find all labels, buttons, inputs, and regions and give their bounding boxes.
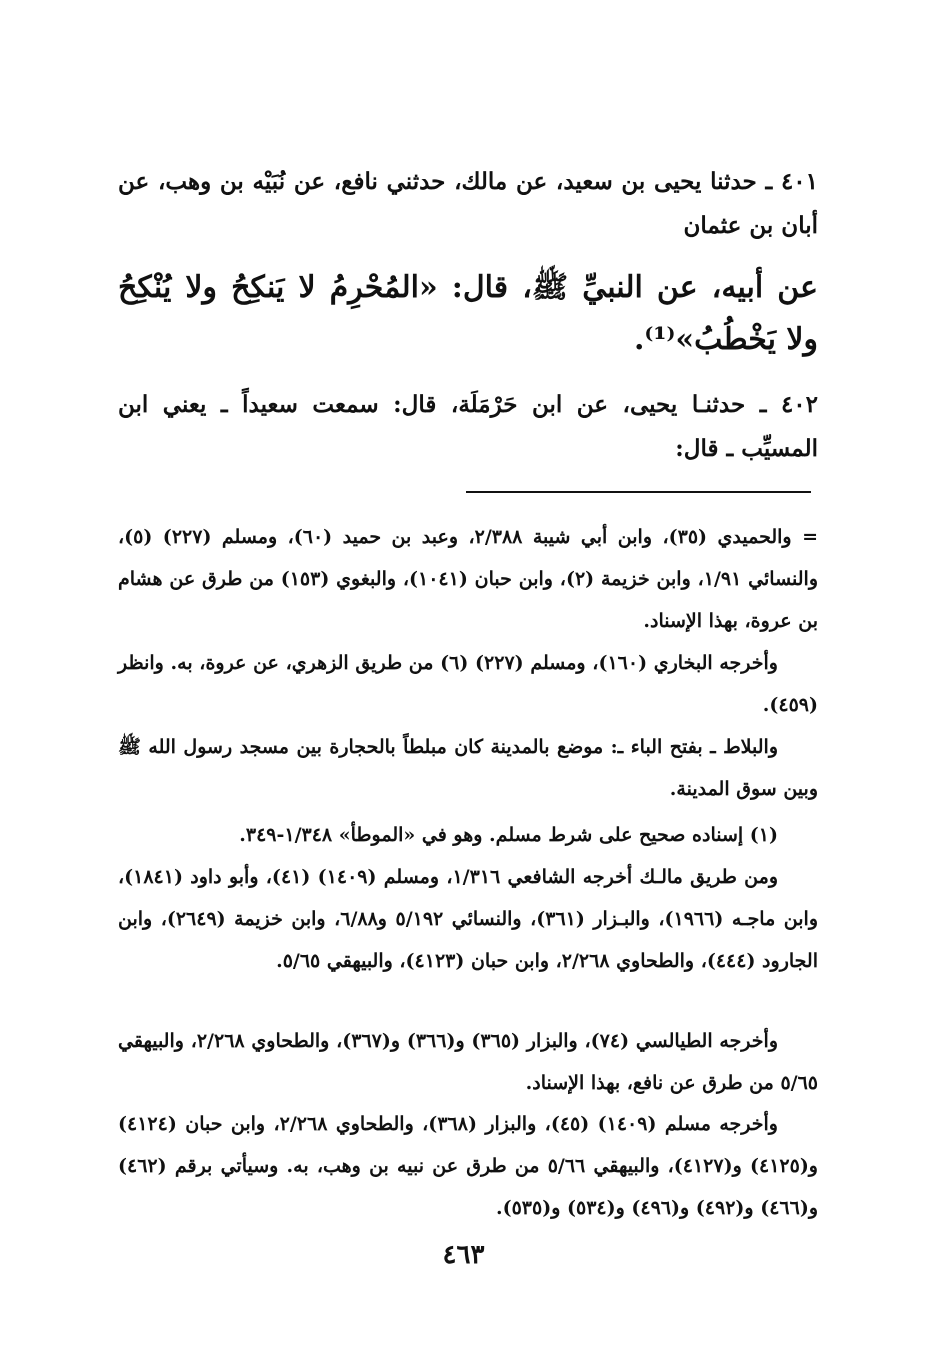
footnote-separator bbox=[466, 491, 811, 493]
hadith-401-isnad: ٤٠١ ـ حدثنا يحيى بن سعيد، عن مالك، حدثني نافع، عن نُبَيْه بن وهب، عن أبان بن عثمان bbox=[118, 168, 818, 239]
page-number: ٤٦٣ bbox=[442, 1240, 485, 1270]
footnote-1-paragraph: وأخرجه الطيالسي (٧٤)، والبزار (٣٦٥) و(٣٦٦) و(٣٦٧)، والطحاوي ٢/٢٦٨، والبيهقي ٥/٦٥ من طرق عن نافع، بهذا الإسناد. bbox=[118, 1030, 818, 1094]
footnote-1-paragraph: ومن طريق مالـك أخرجه الشافعي ١/٣١٦، ومسلم (١٤٠٩) (٤١)، وأبو داود (١٨٤١)، وابن ماجـه (١٩٦٦)، والبـزار (٣٦١)، والنسائي ٥/١٩٢ و٦/٨٨، وابن خزيمة (٢٦٤٩)، وابن الجارود (٤٤٤)، والطحاوي ٢/٢٦٨، وابن حبان (٤١٢٣)، والبيهقي ٥/٦٥. bbox=[118, 866, 818, 972]
footnote-1-paragraph: وأخرجه مسلم (١٤٠٩) (٤٥)، والبزار (٣٦٨)، والطحاوي ٢/٢٦٨، وابن حبان (٤١٢٤) و(٤١٢٥) و(٤١٢٧)، والبيهقي ٥/٦٦ من طرق عن نبيه بن وهب، به. وسيأتي برقم (٤٦٢) و(٤٦٦) و(٤٩٢) و(٤٩٦) و(٥٣٤) و(٥٣٥). bbox=[118, 1113, 818, 1219]
footnote-continuation-paragraph: وأخرجه البخاري (١٦٠)، ومسلم (٢٢٧) (٦) من طريق الزهري، عن عروة، به. وانظر (٤٥٩). bbox=[118, 652, 818, 716]
footnote-continuation-paragraph: والبلاط ـ بفتح الباء ـ: موضع بالمدينة كان مبلطاً بالحجارة بين مسجد رسول الله ﷺ وبين سوق المدينة. bbox=[118, 736, 818, 800]
hadith-401-matn: عن أبيه، عن النبيِّ ﷺ، قال: «المُحْرِمُ لا يَنكِحُ ولا يُنْكِحُ ولا يَخْطُبُ»⁽¹⁾. bbox=[118, 270, 818, 357]
footnote-1-paragraph: (١) إسناده صحيح على شرط مسلم. وهو في «الموطأ» ١/٣٤٨-٣٤٩. bbox=[239, 824, 778, 846]
footnote-continuation-paragraph: = والحميدي (٣٥)، وابن أبي شيبة ٢/٣٨٨، وعبد بن حميد (٦٠)، ومسلم (٢٢٧) (٥)، والنسائي ١/٩١، وابن خزيمة (٢)، وابن حبان (١٠٤١)، والبغوي (١٥٣) من طرق عن هشام بن عروة، بهذا الإسناد. bbox=[118, 526, 818, 632]
hadith-402-isnad: ٤٠٢ ـ حدثنـا يحيى، عن ابن حَرْمَلَة، قال: سمعت سعيداً ـ يعني ابن المسيِّب ـ قال: bbox=[118, 391, 818, 462]
